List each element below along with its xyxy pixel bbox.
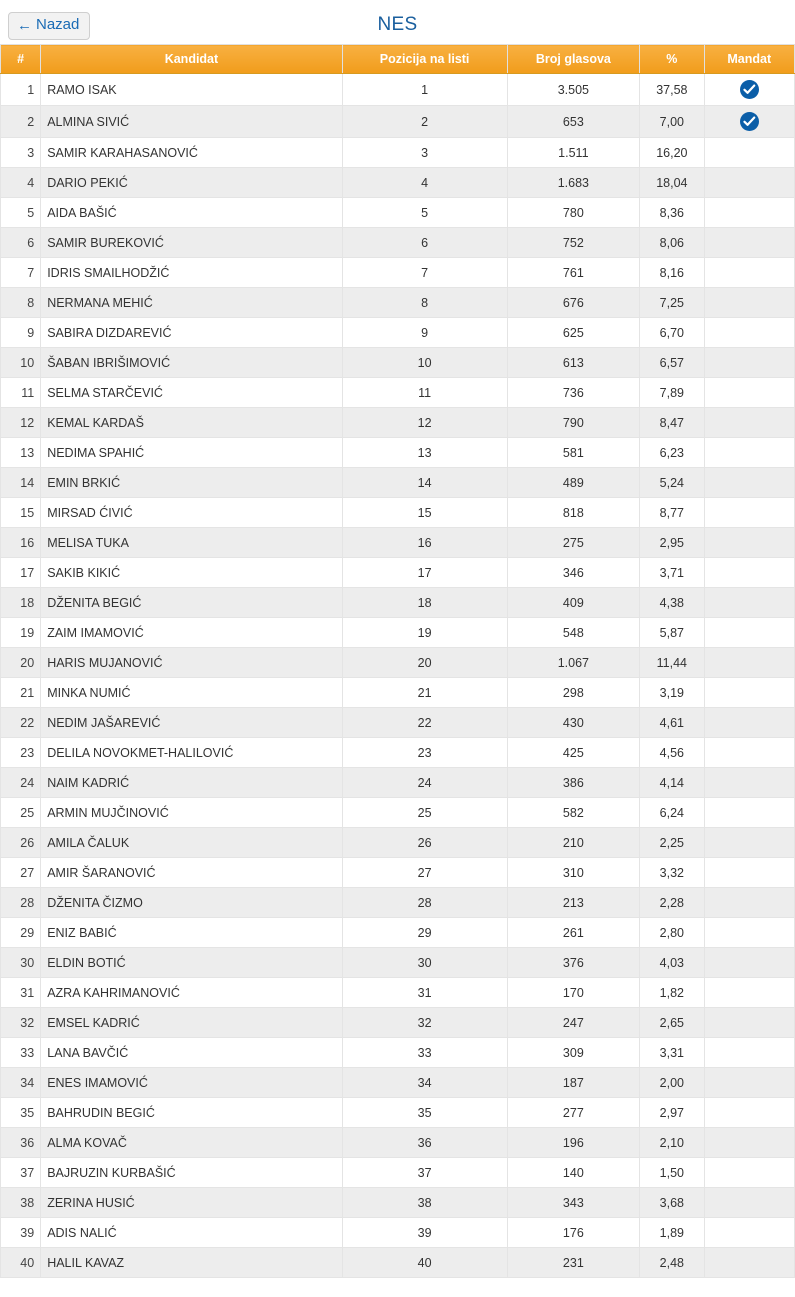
table-row[interactable]: [1, 1038, 795, 1068]
cell-mandate: [704, 678, 795, 708]
cell-candidate-name: ALMINA SIVIĆ: [41, 106, 343, 138]
header-votes[interactable]: Broj glasova: [507, 45, 640, 74]
table-row[interactable]: [1, 318, 795, 348]
cell-votes: 613: [507, 348, 640, 378]
cell-percent: 3,32: [640, 858, 704, 888]
cell-candidate-name: DŽENITA BEGIĆ: [41, 588, 343, 618]
table-row[interactable]: [1, 918, 795, 948]
cell-percent: 3,19: [640, 678, 704, 708]
cell-percent: 3,68: [640, 1188, 704, 1218]
table-row[interactable]: [1, 738, 795, 768]
cell-position: 10: [342, 348, 507, 378]
cell-position: 31: [342, 978, 507, 1008]
table-body: [1, 74, 795, 1278]
cell-mandate: [704, 1098, 795, 1128]
back-button-label: Nazad: [36, 16, 80, 33]
cell-index: 39: [1, 1218, 41, 1248]
table-row[interactable]: [1, 1158, 795, 1188]
cell-candidate-name: SAKIB KIKIĆ: [41, 558, 343, 588]
cell-percent: 1,82: [640, 978, 704, 1008]
cell-percent: 2,28: [640, 888, 704, 918]
cell-mandate: [704, 1038, 795, 1068]
cell-candidate-name: ALMA KOVAČ: [41, 1128, 343, 1158]
cell-votes: 261: [507, 918, 640, 948]
table-row[interactable]: [1, 1068, 795, 1098]
cell-mandate: [704, 258, 795, 288]
header-index[interactable]: #: [1, 45, 41, 74]
cell-position: 13: [342, 438, 507, 468]
cell-candidate-name: LANA BAVČIĆ: [41, 1038, 343, 1068]
table-row[interactable]: [1, 288, 795, 318]
table-row[interactable]: [1, 438, 795, 468]
cell-candidate-name: ZERINA HUSIĆ: [41, 1188, 343, 1218]
cell-votes: 170: [507, 978, 640, 1008]
cell-votes: 298: [507, 678, 640, 708]
cell-votes: 790: [507, 408, 640, 438]
table-row[interactable]: [1, 708, 795, 738]
cell-position: 38: [342, 1188, 507, 1218]
cell-position: 33: [342, 1038, 507, 1068]
cell-position: 40: [342, 1248, 507, 1278]
table-row[interactable]: [1, 828, 795, 858]
table-row[interactable]: [1, 678, 795, 708]
cell-candidate-name: ENES IMAMOVIĆ: [41, 1068, 343, 1098]
cell-percent: 7,25: [640, 288, 704, 318]
cell-percent: 11,44: [640, 648, 704, 678]
cell-mandate: [704, 318, 795, 348]
cell-candidate-name: ADIS NALIĆ: [41, 1218, 343, 1248]
cell-position: 15: [342, 498, 507, 528]
cell-candidate-name: AIDA BAŠIĆ: [41, 198, 343, 228]
table-row[interactable]: [1, 858, 795, 888]
cell-index: 3: [1, 138, 41, 168]
cell-candidate-name: NAIM KADRIĆ: [41, 768, 343, 798]
cell-index: 7: [1, 258, 41, 288]
cell-candidate-name: HARIS MUJANOVIĆ: [41, 648, 343, 678]
cell-position: 35: [342, 1098, 507, 1128]
cell-votes: 277: [507, 1098, 640, 1128]
cell-percent: 8,36: [640, 198, 704, 228]
cell-index: 21: [1, 678, 41, 708]
cell-index: 38: [1, 1188, 41, 1218]
cell-percent: 1,50: [640, 1158, 704, 1188]
table-row[interactable]: [1, 798, 795, 828]
cell-percent: 2,10: [640, 1128, 704, 1158]
cell-candidate-name: NEDIMA SPAHIĆ: [41, 438, 343, 468]
header-position[interactable]: Pozicija na listi: [342, 45, 507, 74]
cell-index: 40: [1, 1248, 41, 1278]
cell-votes: 818: [507, 498, 640, 528]
cell-votes: 548: [507, 618, 640, 648]
cell-candidate-name: DŽENITA ČIZMO: [41, 888, 343, 918]
cell-index: 24: [1, 768, 41, 798]
cell-votes: 582: [507, 798, 640, 828]
cell-votes: 752: [507, 228, 640, 258]
cell-mandate: [704, 828, 795, 858]
cell-index: 13: [1, 438, 41, 468]
cell-position: 23: [342, 738, 507, 768]
cell-index: 27: [1, 858, 41, 888]
check-circle-icon: [740, 80, 759, 99]
cell-mandate: [704, 1158, 795, 1188]
table-row[interactable]: [1, 528, 795, 558]
cell-position: 27: [342, 858, 507, 888]
cell-percent: 4,61: [640, 708, 704, 738]
cell-mandate: [704, 948, 795, 978]
cell-mandate: [704, 918, 795, 948]
cell-mandate: [704, 738, 795, 768]
cell-percent: 2,25: [640, 828, 704, 858]
cell-mandate: [704, 168, 795, 198]
table-row[interactable]: [1, 1128, 795, 1158]
cell-position: 24: [342, 768, 507, 798]
table-row[interactable]: [1, 348, 795, 378]
cell-index: 33: [1, 1038, 41, 1068]
cell-candidate-name: KEMAL KARDAŠ: [41, 408, 343, 438]
table-row[interactable]: [1, 468, 795, 498]
table-row[interactable]: [1, 888, 795, 918]
cell-index: 1: [1, 74, 41, 106]
cell-index: 8: [1, 288, 41, 318]
table-row[interactable]: [1, 1188, 795, 1218]
cell-mandate: [704, 708, 795, 738]
cell-percent: 2,65: [640, 1008, 704, 1038]
table-row[interactable]: [1, 588, 795, 618]
cell-position: 22: [342, 708, 507, 738]
cell-candidate-name: ŠABAN IBRIŠIMOVIĆ: [41, 348, 343, 378]
cell-position: 19: [342, 618, 507, 648]
cell-position: 37: [342, 1158, 507, 1188]
cell-votes: 386: [507, 768, 640, 798]
cell-position: 14: [342, 468, 507, 498]
cell-mandate: [704, 1068, 795, 1098]
cell-candidate-name: NERMANA MEHIĆ: [41, 288, 343, 318]
cell-mandate: [704, 1128, 795, 1158]
cell-mandate: [704, 768, 795, 798]
cell-candidate-name: SELMA STARČEVIĆ: [41, 378, 343, 408]
cell-index: 30: [1, 948, 41, 978]
cell-candidate-name: SAMIR BUREKOVIĆ: [41, 228, 343, 258]
cell-position: 3: [342, 138, 507, 168]
cell-index: 18: [1, 588, 41, 618]
cell-index: 5: [1, 198, 41, 228]
cell-percent: 8,77: [640, 498, 704, 528]
cell-mandate: [704, 1188, 795, 1218]
cell-index: 23: [1, 738, 41, 768]
cell-percent: 2,00: [640, 1068, 704, 1098]
cell-votes: 409: [507, 588, 640, 618]
cell-percent: 4,14: [640, 768, 704, 798]
table-row[interactable]: [1, 408, 795, 438]
cell-candidate-name: BAJRUZIN KURBAŠIĆ: [41, 1158, 343, 1188]
table-row[interactable]: [1, 948, 795, 978]
cell-index: 2: [1, 106, 41, 138]
table-row[interactable]: [1, 1248, 795, 1278]
cell-candidate-name: AMIR ŠARANOVIĆ: [41, 858, 343, 888]
cell-votes: 309: [507, 1038, 640, 1068]
cell-mandate: [704, 378, 795, 408]
cell-position: 28: [342, 888, 507, 918]
page-title: NES: [377, 14, 418, 35]
cell-votes: 3.505: [507, 74, 640, 106]
table-header-row: [1, 45, 795, 74]
cell-percent: 4,03: [640, 948, 704, 978]
cell-mandate: [704, 498, 795, 528]
cell-candidate-name: HALIL KAVAZ: [41, 1248, 343, 1278]
table-row[interactable]: [1, 618, 795, 648]
cell-mandate: [704, 74, 795, 106]
cell-candidate-name: IDRIS SMAILHODŽIĆ: [41, 258, 343, 288]
cell-index: 16: [1, 528, 41, 558]
cell-candidate-name: NEDIM JAŠAREVIĆ: [41, 708, 343, 738]
cell-candidate-name: MELISA TUKA: [41, 528, 343, 558]
cell-candidate-name: EMIN BRKIĆ: [41, 468, 343, 498]
cell-votes: 210: [507, 828, 640, 858]
cell-position: 32: [342, 1008, 507, 1038]
table-row[interactable]: [1, 74, 795, 106]
cell-percent: 4,56: [640, 738, 704, 768]
cell-candidate-name: SABIRA DIZDAREVIĆ: [41, 318, 343, 348]
cell-index: 35: [1, 1098, 41, 1128]
cell-percent: 2,97: [640, 1098, 704, 1128]
cell-percent: 6,70: [640, 318, 704, 348]
cell-mandate: [704, 618, 795, 648]
table-row[interactable]: [1, 558, 795, 588]
cell-candidate-name: ELDIN BOTIĆ: [41, 948, 343, 978]
cell-candidate-name: AZRA KAHRIMANOVIĆ: [41, 978, 343, 1008]
table-row[interactable]: [1, 978, 795, 1008]
table-row[interactable]: [1, 198, 795, 228]
cell-candidate-name: ZAIM IMAMOVIĆ: [41, 618, 343, 648]
cell-votes: 176: [507, 1218, 640, 1248]
cell-mandate: [704, 978, 795, 1008]
cell-percent: 18,04: [640, 168, 704, 198]
cell-position: 2: [342, 106, 507, 138]
cell-mandate: [704, 648, 795, 678]
cell-votes: 761: [507, 258, 640, 288]
cell-mandate: [704, 1248, 795, 1278]
table-row[interactable]: [1, 258, 795, 288]
cell-votes: 581: [507, 438, 640, 468]
candidates-table: [0, 44, 795, 1278]
cell-votes: 489: [507, 468, 640, 498]
cell-position: 30: [342, 948, 507, 978]
cell-index: 9: [1, 318, 41, 348]
cell-position: 17: [342, 558, 507, 588]
cell-mandate: [704, 588, 795, 618]
cell-index: 32: [1, 1008, 41, 1038]
cell-percent: 2,80: [640, 918, 704, 948]
cell-candidate-name: SAMIR KARAHASANOVIĆ: [41, 138, 343, 168]
cell-index: 17: [1, 558, 41, 588]
cell-mandate: [704, 288, 795, 318]
cell-index: 37: [1, 1158, 41, 1188]
cell-candidate-name: BAHRUDIN BEGIĆ: [41, 1098, 343, 1128]
cell-candidate-name: ARMIN MUJČINOVIĆ: [41, 798, 343, 828]
cell-percent: 8,47: [640, 408, 704, 438]
cell-percent: 7,89: [640, 378, 704, 408]
cell-percent: 6,24: [640, 798, 704, 828]
cell-percent: 6,23: [640, 438, 704, 468]
cell-position: 6: [342, 228, 507, 258]
cell-percent: 8,16: [640, 258, 704, 288]
cell-position: 36: [342, 1128, 507, 1158]
cell-votes: 346: [507, 558, 640, 588]
cell-percent: 3,71: [640, 558, 704, 588]
cell-mandate: [704, 408, 795, 438]
cell-candidate-name: EMSEL KADRIĆ: [41, 1008, 343, 1038]
cell-votes: 653: [507, 106, 640, 138]
table-row[interactable]: [1, 378, 795, 408]
cell-percent: 1,89: [640, 1218, 704, 1248]
cell-mandate: [704, 106, 795, 138]
cell-percent: 2,95: [640, 528, 704, 558]
cell-position: 1: [342, 74, 507, 106]
cell-position: 26: [342, 828, 507, 858]
cell-mandate: [704, 1008, 795, 1038]
cell-index: 4: [1, 168, 41, 198]
cell-position: 34: [342, 1068, 507, 1098]
cell-votes: 1.683: [507, 168, 640, 198]
header-mandate[interactable]: Mandat: [704, 45, 795, 74]
cell-percent: 16,20: [640, 138, 704, 168]
table-row[interactable]: [1, 768, 795, 798]
cell-position: 8: [342, 288, 507, 318]
left-arrow-icon: ←: [17, 16, 32, 34]
cell-votes: 736: [507, 378, 640, 408]
top-bar: [0, 0, 795, 44]
cell-candidate-name: AMILA ČALUK: [41, 828, 343, 858]
cell-percent: 3,31: [640, 1038, 704, 1068]
cell-position: 16: [342, 528, 507, 558]
cell-index: 11: [1, 378, 41, 408]
cell-percent: 7,00: [640, 106, 704, 138]
cell-mandate: [704, 438, 795, 468]
cell-index: 22: [1, 708, 41, 738]
cell-votes: 213: [507, 888, 640, 918]
cell-position: 21: [342, 678, 507, 708]
cell-mandate: [704, 348, 795, 378]
table-row[interactable]: [1, 228, 795, 258]
cell-percent: 4,38: [640, 588, 704, 618]
cell-mandate: [704, 528, 795, 558]
cell-votes: 1.511: [507, 138, 640, 168]
cell-votes: 376: [507, 948, 640, 978]
table-row[interactable]: [1, 1008, 795, 1038]
cell-percent: 5,24: [640, 468, 704, 498]
cell-candidate-name: MINKA NUMIĆ: [41, 678, 343, 708]
cell-candidate-name: ENIZ BABIĆ: [41, 918, 343, 948]
table-row[interactable]: [1, 138, 795, 168]
cell-position: 5: [342, 198, 507, 228]
table-row[interactable]: [1, 1098, 795, 1128]
cell-index: 29: [1, 918, 41, 948]
cell-percent: 2,48: [640, 1248, 704, 1278]
cell-votes: 140: [507, 1158, 640, 1188]
cell-votes: 430: [507, 708, 640, 738]
cell-index: 36: [1, 1128, 41, 1158]
cell-percent: 6,57: [640, 348, 704, 378]
cell-position: 12: [342, 408, 507, 438]
cell-mandate: [704, 138, 795, 168]
cell-position: 18: [342, 588, 507, 618]
cell-index: 25: [1, 798, 41, 828]
cell-candidate-name: MIRSAD ĆIVIĆ: [41, 498, 343, 528]
check-circle-icon: [740, 112, 759, 131]
cell-votes: 196: [507, 1128, 640, 1158]
cell-mandate: [704, 228, 795, 258]
table-row[interactable]: [1, 168, 795, 198]
cell-votes: 343: [507, 1188, 640, 1218]
cell-mandate: [704, 1218, 795, 1248]
cell-mandate: [704, 798, 795, 828]
cell-position: 11: [342, 378, 507, 408]
cell-candidate-name: DARIO PEKIĆ: [41, 168, 343, 198]
cell-position: 20: [342, 648, 507, 678]
cell-index: 34: [1, 1068, 41, 1098]
cell-position: 9: [342, 318, 507, 348]
cell-index: 10: [1, 348, 41, 378]
cell-votes: 780: [507, 198, 640, 228]
cell-votes: 425: [507, 738, 640, 768]
cell-index: 28: [1, 888, 41, 918]
cell-mandate: [704, 858, 795, 888]
table-row[interactable]: [1, 498, 795, 528]
cell-position: 29: [342, 918, 507, 948]
cell-votes: 187: [507, 1068, 640, 1098]
cell-position: 7: [342, 258, 507, 288]
cell-position: 4: [342, 168, 507, 198]
cell-mandate: [704, 198, 795, 228]
cell-votes: 625: [507, 318, 640, 348]
cell-index: 26: [1, 828, 41, 858]
table-row[interactable]: [1, 106, 795, 138]
cell-votes: 275: [507, 528, 640, 558]
cell-index: 19: [1, 618, 41, 648]
cell-index: 6: [1, 228, 41, 258]
table-row[interactable]: [1, 1218, 795, 1248]
cell-candidate-name: RAMO ISAK: [41, 74, 343, 106]
cell-index: 20: [1, 648, 41, 678]
table-row[interactable]: [1, 648, 795, 678]
cell-index: 12: [1, 408, 41, 438]
cell-mandate: [704, 558, 795, 588]
cell-index: 15: [1, 498, 41, 528]
table-header: [1, 45, 795, 74]
cell-position: 25: [342, 798, 507, 828]
cell-position: 39: [342, 1218, 507, 1248]
cell-candidate-name: DELILA NOVOKMET-HALILOVIĆ: [41, 738, 343, 768]
cell-mandate: [704, 888, 795, 918]
header-percent[interactable]: %: [640, 45, 704, 74]
cell-percent: 8,06: [640, 228, 704, 258]
cell-votes: 231: [507, 1248, 640, 1278]
cell-index: 14: [1, 468, 41, 498]
cell-votes: 247: [507, 1008, 640, 1038]
cell-mandate: [704, 468, 795, 498]
header-candidate[interactable]: Kandidat: [41, 45, 343, 74]
cell-votes: 1.067: [507, 648, 640, 678]
cell-percent: 37,58: [640, 74, 704, 106]
cell-index: 31: [1, 978, 41, 1008]
cell-votes: 676: [507, 288, 640, 318]
cell-percent: 5,87: [640, 618, 704, 648]
cell-votes: 310: [507, 858, 640, 888]
